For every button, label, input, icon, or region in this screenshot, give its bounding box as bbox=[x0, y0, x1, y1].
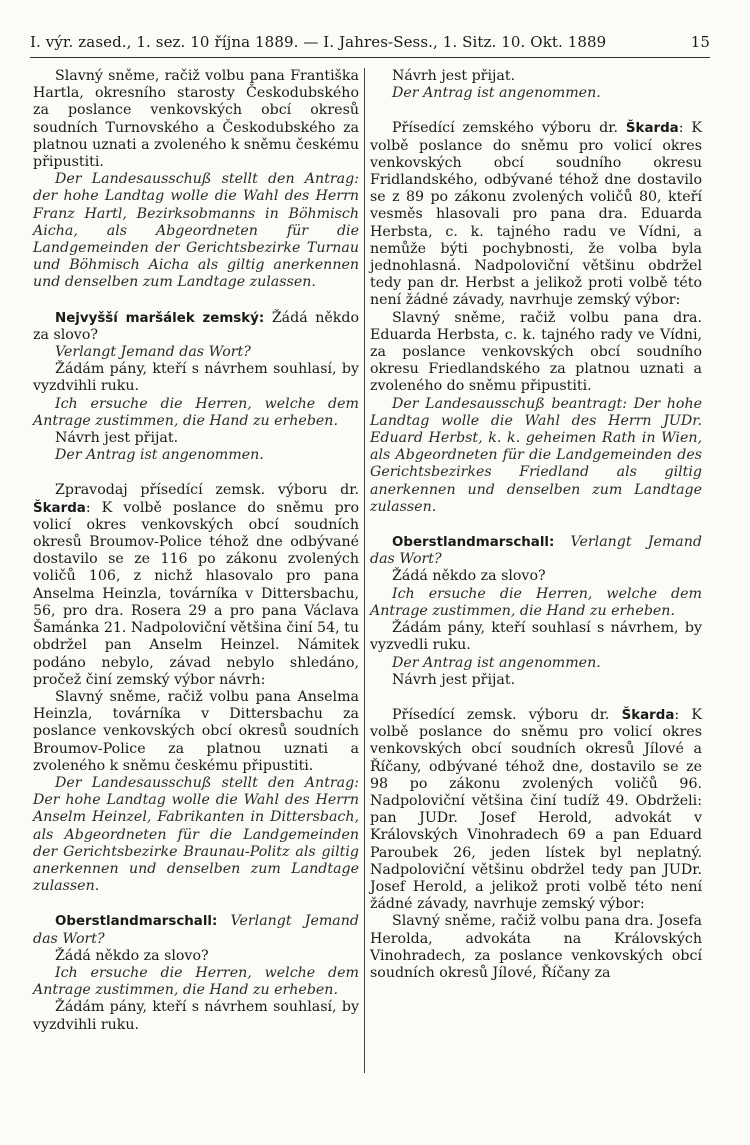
paragraph: Žádám pány, kteří souhlasí s návrhem, by vyzvedli ruku. bbox=[370, 620, 702, 654]
paragraph-german: Der Landesausschuß beantragt: Der hohe Landtag wolle die Wahl des Herrn JUDr. Eduard Herbst, k. k. geheimen Rath in Wien, als Abgeordneten für die Landgemeinden des Gerichtsbezirkes Friedland als giltig anerkennen und denselben zum Landtage zulassen. bbox=[370, 395, 702, 515]
paragraph-german: Der Antrag ist angenommen. bbox=[392, 654, 601, 671]
speech: Přísedící zemského výboru dr. Škarda: K volbě poslance do sněmu pro volicí okres venkovských obcí soudního okresu Fridlandského, odbývané téhož dne dostavilo se z 89 po zákonu zvolených voličů 80, kteří vesměs hlasovali pro pana dra. Eduarda Herbsta, c. k. tajného radu ve Vídni, a nemůže býti pochybnosti, že volba byla jednohlasná. Nadpoloviční většinu obdržel tedy pan dr. Herbst a jelikož proti volbě této není žádné závady, navrhuje zemský výbor: bbox=[370, 120, 702, 309]
paragraph-german: Ich ersuche die Herren, welche dem Antrage zustimmen, die Hand zu erheben. bbox=[33, 395, 359, 429]
speaker-name: Škarda bbox=[621, 707, 675, 723]
column-divider bbox=[364, 68, 365, 1073]
speaker-name: Nejvyšší maršálek zemský: bbox=[55, 310, 265, 326]
paragraph-german: Der Antrag ist angenommen. bbox=[55, 447, 264, 464]
paragraph: Slavný sněme, račiž volbu pana dra. Josefa Herolda, advokáta na Královských Vinohradech, za poslance venkovských obcí soudních okresů Jílové, Říčany za bbox=[370, 913, 702, 981]
speech: Oberstlandmarschall: Verlangt Jemand das Wort? bbox=[33, 913, 359, 947]
speech: Přísedící zemsk. výboru dr. Škarda: K volbě poslance do sněmu pro volicí okres venkovských obcí soudních okresů Jílové a Říčany, odbývané téhož dne, dostavilo se ze 98 po zákonu zvolených voličů 96. Nadpoloviční většina činí tudíž 49. Obdrželi: pan JUDr. Josef Herold, advokát v Královských Vinohradech 69 a pan Eduard Paroubek 26, jeden lístek byl neplatný. Nadpoloviční většinu obdržel tedy pan JUDr. Josef Herold, a jelikož proti volbě této není žádné závady, navrhuje zemský výbor: bbox=[370, 706, 702, 913]
paragraph-german: Ich ersuche die Herren, welche dem Antrage zustimmen, die Hand zu erheben. bbox=[370, 585, 702, 619]
left-column bbox=[33, 68, 359, 1034]
paragraph-german: Der Antrag ist angenommen. bbox=[392, 85, 601, 102]
paragraph: Žádám pány, kteří s návrhem souhlasí, by vyzdvihli ruku. bbox=[33, 999, 359, 1033]
page-number: 15 bbox=[690, 33, 710, 51]
paragraph-german: Der Landesausschuß stellt den Antrag: der hohe Landtag wolle die Wahl des Herrn Franz Hartl, Bezirksobmanns in Böhmisch Aicha, als Abgeordneten für die Landgemeinden der Gerichtsbezirke Turnau und Böhmisch Aicha als giltig anerkennen und denselben zum Landtage zulassen. bbox=[33, 171, 359, 291]
paragraph: Návrh jest přijat. bbox=[392, 671, 516, 688]
speaker-name: Škarda bbox=[625, 121, 679, 137]
speech: Zpravodaj přísedící zemsk. výboru dr. Škarda: K volbě poslance do sněmu pro volicí okres venkovských obcí soudních okresů Broumov-Police téhož dne odbývané dostavilo se ze 116 po zákonu zvolených voličů 106, z nichž hlasovalo pro pana Anselma Heinzla, továrníka v Dittersbachu, 56, pro dra. Rosera 29 a pro pana Václava Šamánka 21. Nadpoloviční většina činí 54, tu obdržel pan Anselm Heinzel. Námitek podáno nebylo, závad nebylo shledáno, pročež činí zemský výbor návrh: bbox=[33, 482, 359, 688]
paragraph: Návrh jest přijat. bbox=[392, 68, 516, 84]
paragraph: Slavný sněme, račiž volbu pana Františka Hartla, okresního starosty Českodubského za poslance venkovských obcí okresů soudních Turnovského a Českodubského za platnou uznati a zvoleného k sněmu českému připustiti. bbox=[33, 68, 359, 171]
speaker-name: Oberstlandmarschall: bbox=[392, 535, 555, 551]
paragraph: Žádá někdo za slovo? bbox=[55, 947, 209, 964]
speaker-name: Škarda bbox=[33, 500, 86, 516]
page-header bbox=[30, 33, 710, 51]
speech: Nejvyšší maršálek zemský: Žádá někdo za slovo? bbox=[33, 309, 359, 343]
paragraph: Žádám pány, kteří s návrhem souhlasí, by vyzdvihli ruku. bbox=[33, 361, 359, 395]
paragraph-german: Der Landesausschuß stellt den Antrag: Der hohe Landtag wolle die Wahl des Herrn Anselm Heinzel, Fabrikanten in Dittersbach, als Abgeordneten für die Landgemeinden der Gerichtsbezirke Braunau-Politz als giltig anerkennen und denselben zum Landtage zulassen. bbox=[33, 774, 359, 895]
paragraph: Slavný sněme, račiž volbu pana dra. Eduarda Herbsta, c. k. tajného rady ve Vídni, za poslance venkovských obcí soudního okresu Friedlandského za platnou uznati a zvoleného do sněmu připustiti. bbox=[370, 309, 702, 395]
paragraph: Návrh jest přijat. bbox=[55, 430, 179, 447]
paragraph: Slavný sněme, račiž volbu pana Anselma Heinzla, továrníka v Dittersbachu za poslance venkovských obcí okresů soudních Broumov-Police za platnou uznati a zvoleného k sněmu českému připustiti. bbox=[33, 688, 359, 774]
speech: Oberstlandmarschall: Verlangt Jemand das Wort? bbox=[370, 534, 702, 568]
paragraph-german: Ich ersuche die Herren, welche dem Antrage zustimmen, die Hand zu erheben. bbox=[33, 964, 359, 999]
right-column bbox=[370, 68, 702, 982]
header-rule bbox=[30, 57, 710, 58]
paragraph: Žádá někdo za slovo? bbox=[392, 568, 546, 585]
running-head: I. výr. zased., 1. sez. 10 října 1889. — I. Jahres-Sess., 1. Sitz. 10. Okt. 1889 bbox=[30, 33, 607, 51]
paragraph-german: Verlangt Jemand das Wort? bbox=[55, 344, 251, 361]
speaker-name: Oberstlandmarschall: bbox=[55, 914, 218, 930]
